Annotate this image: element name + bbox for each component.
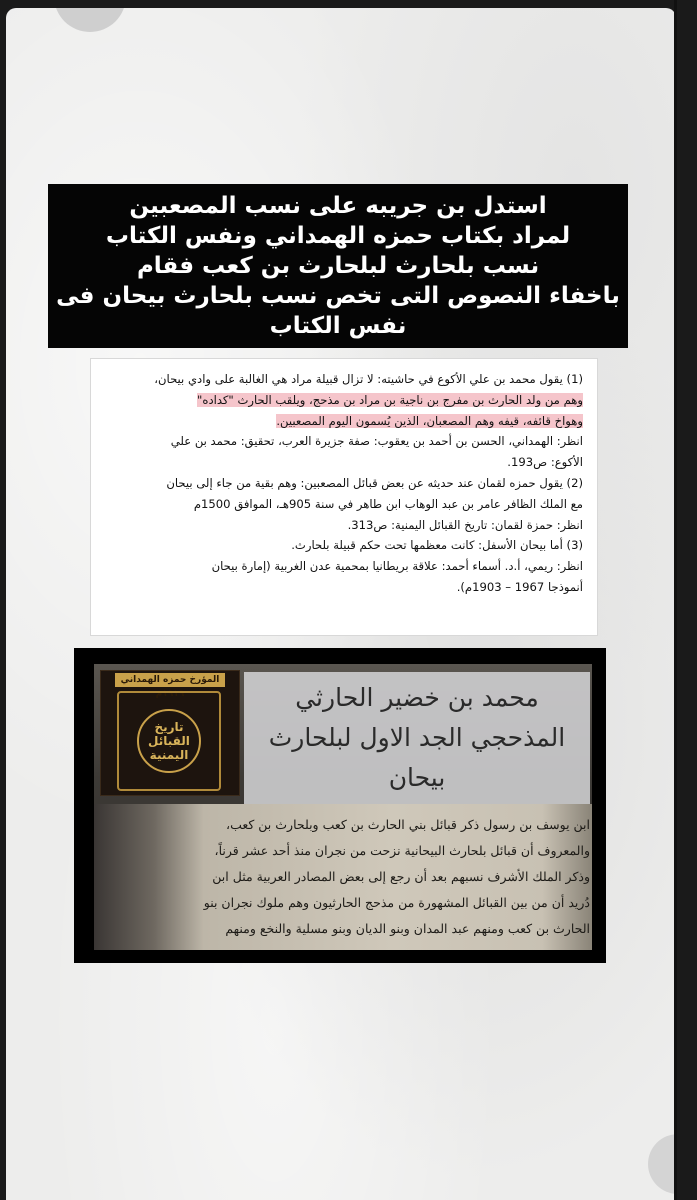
overlay-line: محمد بن خضير الحارثي [295,683,539,712]
doc-line [103,411,583,432]
overlay-title [244,672,590,804]
book-title: تاريخ القبائل اليمنية [137,709,201,773]
doc-line: (2) يقول حمزه لقمان عند حديثه عن بعض قبائل المصعبين: وهم بقية من جاء إلى بيحان [166,475,583,490]
overlay-line: بيحان [388,763,446,792]
doc-line: أنموذجا 1967 – 1903م). [456,579,583,594]
composite-image [94,664,592,950]
highlighted-text: وهم من ولد الحارث بن مفرج بن ناجية بن مراد بن مذحج، ويلقب الحارث "كداده" [197,392,583,407]
header-caption-box [48,184,628,348]
scan-line: وذكر الملك الأشرف نسبهم بعد أن رجع إلى بعض المصادر العربية مثل ابن [212,869,590,884]
header-line: نفس الكتاب [269,313,407,339]
doc-line: انظر: حمزة لقمان: تاريخ القبائل اليمنية: ص313. [347,517,583,532]
scanned-page-text [150,812,590,946]
doc-line [103,390,583,411]
doc-line: (3) أما بيحان الأسفل: كانت معظمها تحت حكم قبيلة بلحارث. [291,538,583,553]
scan-line: دُريد أن من بين القبائل المشهورة من مذحج الحارثيون وهم ملوك نجران بنو [203,895,590,910]
scroll-edge [674,0,677,1200]
scan-line: الحارث بن كعب ومنهم عبد المدان وبنو الديان وبنو مسلية والنخع ومنهم [225,921,590,936]
doc-line: انظر: ريمي، أ.د. أسماء أحمد: علاقة بريطانيا بمحمية عدن الغربية (إمارة بيحان [211,559,583,574]
scan-line: ابن يوسف بن رسول ذكر قبائل بني الحارث بن كعب وبلحارث بن كعب، [226,817,590,832]
scan-line: والمعروف أن قبائل بلحارث البيحانية نزحت من نجران منذ أحد عشر قرناً، [214,843,590,858]
story-avatar-placeholder[interactable] [54,8,126,32]
story-side-handle[interactable] [648,1134,676,1194]
book-cover-image [100,670,240,796]
doc-line: الأكوع: ص193. [507,455,583,470]
header-line: باخفاء النصوص التى تخص نسب بلحارث بيحان فى [56,283,620,309]
header-line: نسب بلحارث لبلحارث بن كعب فقام [136,253,540,279]
document-scan [90,358,598,636]
header-line: استدل بن جريبه على نسب المصعبين [129,193,547,219]
doc-line: انظر: الهمداني، الحسن بن أحمد بن يعقوب: صفة جزيرة العرب، تحقيق: محمد بن علي [170,434,583,449]
doc-line: مع الملك الظافر عامر بن عبد الوهاب ابن طاهر في سنة 905هـ، الموافق 1500م [193,496,583,511]
book-frame [117,691,221,791]
highlighted-text: وهواخ قائفه، قيفه وهم المصعبان، الذين يُسمون اليوم المصعبين. [276,413,583,428]
book-badge: المؤرخ حمزه الهمداني ١٩١٩م [115,673,225,687]
overlay-line: المذحجي الجد الاول لبلحارث [268,723,566,752]
image-frame [74,648,606,963]
header-line: لمراد بكتاب حمزه الهمداني ونفس الكتاب [105,223,571,249]
doc-line: (1) يقول محمد بن علي الأكوع في حاشيته: لا تزال قبيلة مراد هي الغالبة على وادي بيحان، [154,372,583,386]
